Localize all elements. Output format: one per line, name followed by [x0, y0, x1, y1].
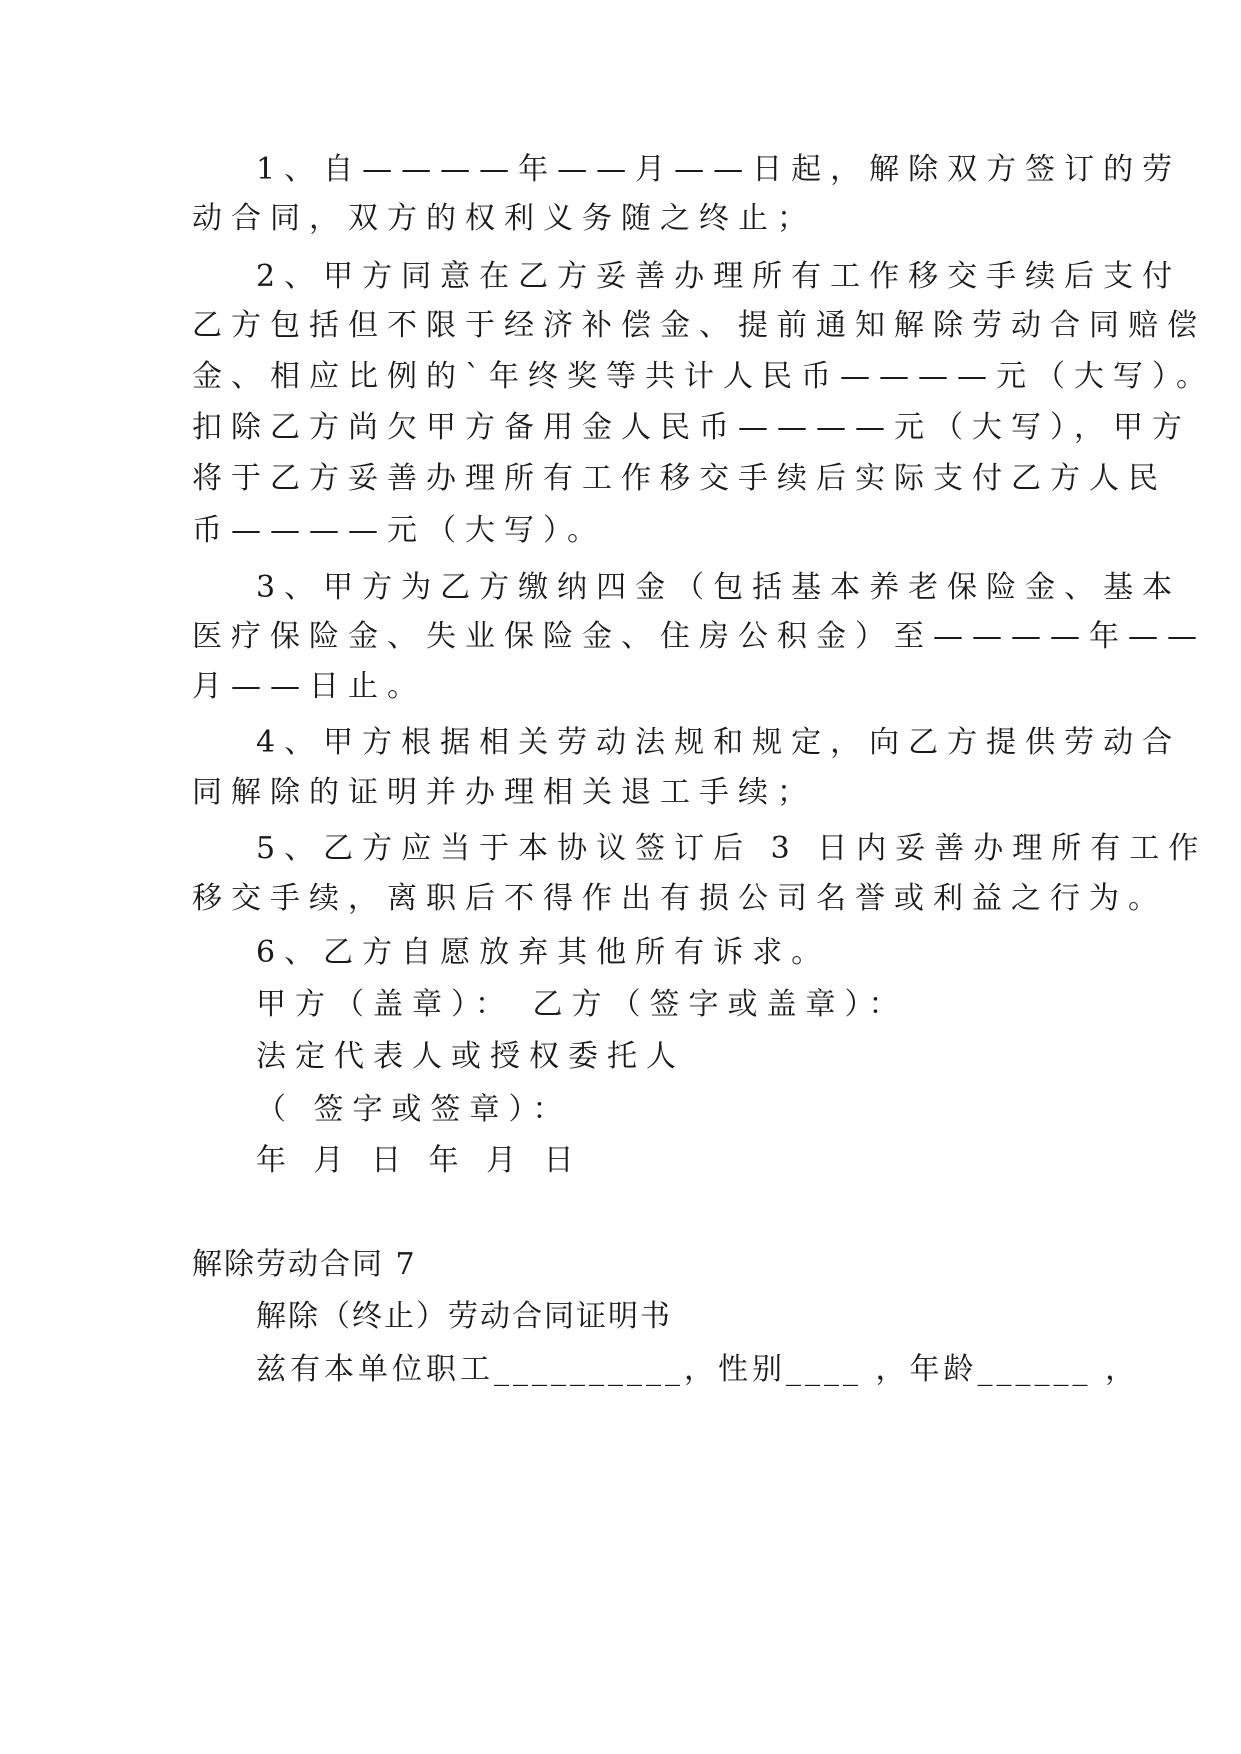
certificate-body-line: 兹有本单位职工__________，性别____ ，年龄______ ， [256, 1352, 1140, 1387]
clause-3-line-2: 医疗保险金、失业保险金、住房公积金）至————年—— [192, 619, 1206, 654]
signature-parties: 甲方（盖章）： 乙方（签字或盖章）： [256, 987, 908, 1022]
clause-3-line-1: 3、甲方为乙方缴纳四金（包括基本养老保险金、基本 [256, 570, 1182, 605]
clause-4-line-1: 4、甲方根据相关劳动法规和规定，向乙方提供劳动合 [256, 725, 1182, 760]
clause-2-line-5: 将于乙方妥善办理所有工作移交手续后实际支付乙方人民 [192, 461, 1167, 496]
clause-6-line: 6、乙方自愿放弃其他所有诉求。 [256, 935, 831, 970]
clause-2-line-4: 扣除乙方尚欠甲方备用金人民币————元（大写），甲方 [192, 410, 1191, 445]
clause-2-line-1: 2、甲方同意在乙方妥善办理所有工作移交手续后支付 [256, 259, 1182, 294]
legal-representative: 法定代表人或授权委托人 [256, 1039, 685, 1074]
clause-2-line-2: 乙方包括但不限于经济补偿金、提前通知解除劳动合同赔偿 [192, 308, 1206, 343]
certificate-title: 解除（终止）劳动合同证明书 [256, 1299, 672, 1334]
clause-2-line-3: 金、相应比例的`年终奖等共计人民币————元（大写）。 [192, 359, 1215, 394]
signature-dates: 年 月 日 年 月 日 [256, 1143, 583, 1178]
signature-note: （ 签字或签章）： [256, 1092, 572, 1127]
clause-1-line-1: 1、自————年——月——日起，解除双方签订的劳 [256, 152, 1182, 187]
clause-3-line-3: 月——日止。 [192, 669, 426, 704]
clause-5-line-1: 5、乙方应当于本协议签订后 3 日内妥善办理所有工作 [256, 831, 1208, 866]
clause-2-line-6: 币————元（大写）。 [192, 513, 606, 548]
clause-1-line-2: 动合同，双方的权利义务随之终止； [192, 201, 816, 236]
section-title: 解除劳动合同 7 [192, 1247, 417, 1282]
clause-4-line-2: 同解除的证明并办理相关退工手续； [192, 775, 816, 810]
clause-5-line-2: 移交手续，离职后不得作出有损公司名誉或利益之行为。 [192, 881, 1167, 916]
